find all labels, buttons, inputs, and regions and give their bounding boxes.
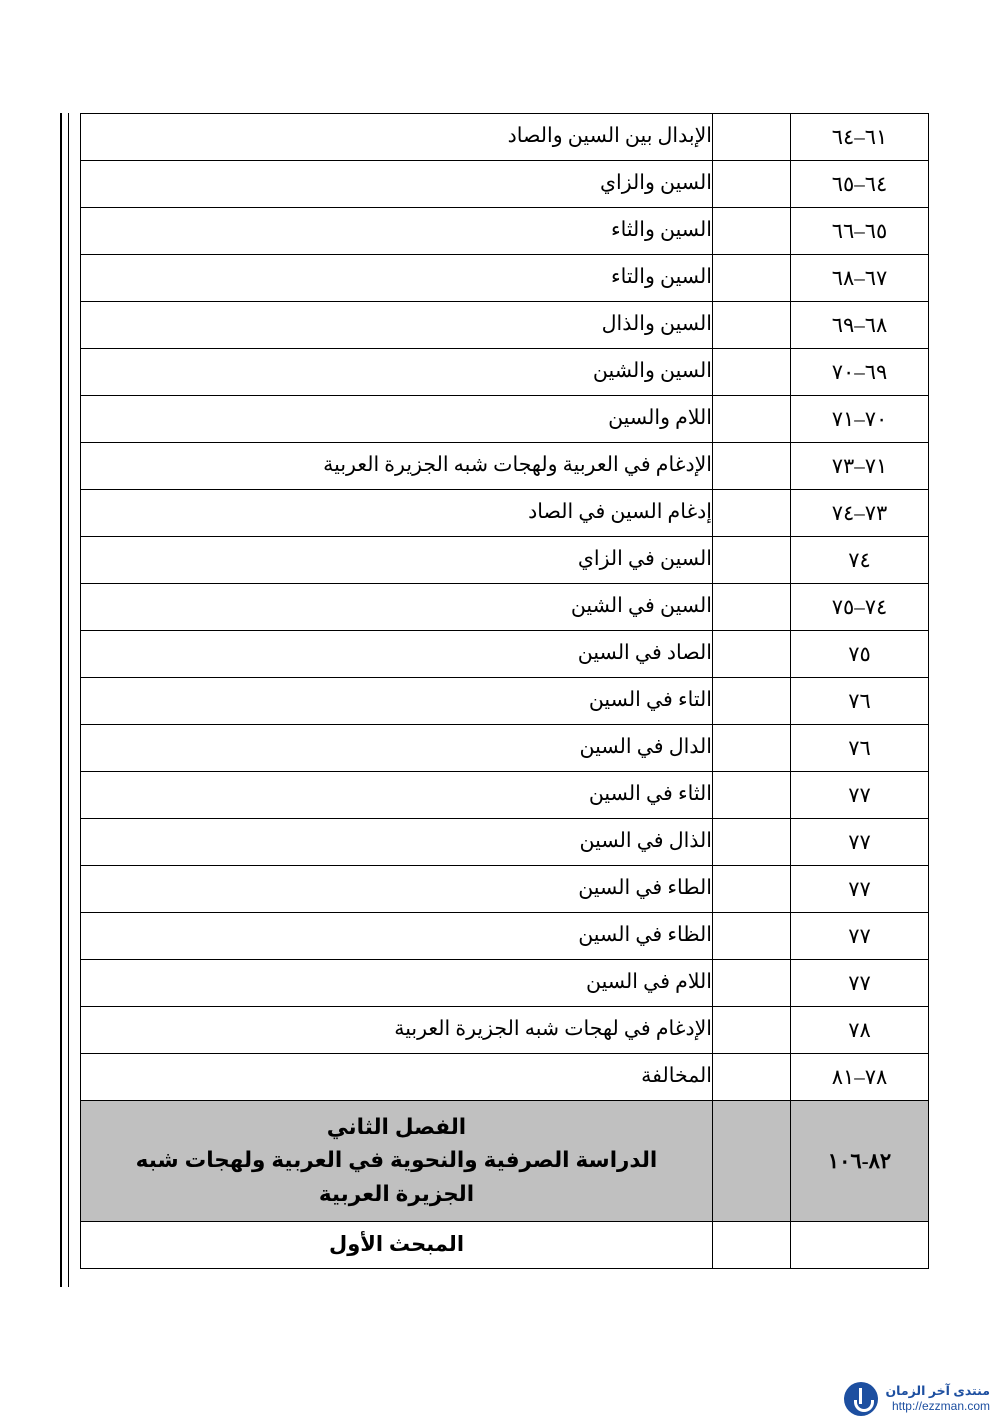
toc-entry-title: الظاء في السين	[81, 913, 713, 960]
toc-entry-title: الإبدال بين السين والصاد	[81, 114, 713, 161]
toc-entry-title: الذال في السين	[81, 819, 713, 866]
toc-entry-pages: ٧٣–٧٤	[791, 490, 929, 537]
toc-entry-spacer-cell	[713, 349, 791, 396]
table-row	[81, 396, 929, 443]
toc-entry-title: السين في الشين	[81, 584, 713, 631]
toc-entry-title: إدغام السين في الصاد	[81, 490, 713, 537]
toc-entry-pages: ٧٧	[791, 866, 929, 913]
table-row	[81, 866, 929, 913]
toc-entry-title: الإدغام في العربية ولهجات شبه الجزيرة العربية	[81, 443, 713, 490]
toc-entry-spacer-cell	[713, 396, 791, 443]
toc-entry-title: اللام والسين	[81, 396, 713, 443]
toc-entry-pages: ٧٦	[791, 725, 929, 772]
table-row	[81, 443, 929, 490]
toc-entry-title: السين والتاء	[81, 255, 713, 302]
toc-entry-title: الطاء في السين	[81, 866, 713, 913]
table-row	[81, 772, 929, 819]
toc-entry-title-line: الدراسة الصرفية والنحوية في العربية ولهجات شبه	[135, 1148, 658, 1173]
toc-entry-spacer-cell	[713, 443, 791, 490]
table-row	[81, 208, 929, 255]
toc-entry-title: السين والزاي	[81, 161, 713, 208]
toc-entry-title: الصاد في السين	[81, 631, 713, 678]
toc-entry-pages: ٦٩–٧٠	[791, 349, 929, 396]
toc-entry-spacer-cell	[713, 913, 791, 960]
anchor-icon	[844, 1382, 878, 1416]
table-row	[81, 725, 929, 772]
toc-entry-spacer-cell	[713, 490, 791, 537]
toc-entry-title-line: الجزيرة العربية	[318, 1181, 475, 1206]
table-row	[81, 349, 929, 396]
toc-entry-title: السين والثاء	[81, 208, 713, 255]
toc-entry-spacer-cell	[713, 584, 791, 631]
toc-entry-pages: ٧٥	[791, 631, 929, 678]
table-row	[81, 161, 929, 208]
toc-entry-spacer-cell	[713, 866, 791, 913]
toc-entry-pages	[791, 1221, 929, 1268]
toc-entry-pages: ٧٧	[791, 913, 929, 960]
toc-entry-spacer-cell	[713, 537, 791, 584]
page-edge-rule-inner	[68, 113, 69, 1287]
table-row	[81, 1101, 929, 1222]
page-edge-rule-outer	[60, 113, 62, 1287]
table-row	[81, 678, 929, 725]
forum-watermark	[844, 1382, 991, 1416]
toc-entry-spacer-cell	[713, 819, 791, 866]
toc-entry-pages: ٧٧	[791, 819, 929, 866]
toc-entry-spacer-cell	[713, 1007, 791, 1054]
toc-entry-title: الدال في السين	[81, 725, 713, 772]
table-row	[81, 1054, 929, 1101]
toc-entry-title: الإدغام في لهجات شبه الجزيرة العربية	[81, 1007, 713, 1054]
table-row	[81, 490, 929, 537]
toc-entry-spacer-cell	[713, 114, 791, 161]
table-row	[81, 302, 929, 349]
toc-entry-pages: ٦١–٦٤	[791, 114, 929, 161]
table-row	[81, 1007, 929, 1054]
table-row	[81, 114, 929, 161]
toc-entry-spacer-cell	[713, 631, 791, 678]
toc-entry-pages: ٨٢-١٠٦	[791, 1101, 929, 1222]
toc-entry-spacer-cell	[713, 1054, 791, 1101]
toc-entry-pages: ٧٧	[791, 960, 929, 1007]
toc-entry-title-line: الفصل الثاني	[326, 1115, 467, 1139]
toc-entry-spacer-cell	[713, 208, 791, 255]
toc-entry-pages: ٦٨–٦٩	[791, 302, 929, 349]
toc-entry-spacer-cell	[713, 302, 791, 349]
forum-name: منتدى آخر الزمان	[885, 1384, 990, 1399]
toc-entry-title: السين والذال	[81, 302, 713, 349]
table-row	[81, 584, 929, 631]
toc-entry-pages: ٧٨–٨١	[791, 1054, 929, 1101]
toc-entry-spacer-cell	[713, 1101, 791, 1222]
table-row	[81, 1221, 929, 1268]
toc-entry-pages: ٧٤	[791, 537, 929, 584]
toc-entry-title: اللام في السين	[81, 960, 713, 1007]
toc-entry-spacer-cell	[713, 678, 791, 725]
toc-entry-pages: ٧٧	[791, 772, 929, 819]
toc-entry-title: السين والشين	[81, 349, 713, 396]
toc-entry-spacer-cell	[713, 1221, 791, 1268]
toc-entry-spacer-cell	[713, 255, 791, 302]
toc-entry-spacer-cell	[713, 725, 791, 772]
toc-entry-pages: ٦٧–٦٨	[791, 255, 929, 302]
toc-entry-title	[81, 1101, 713, 1222]
toc-entry-pages: ٦٤–٦٥	[791, 161, 929, 208]
toc-entry-title: السين في الزاي	[81, 537, 713, 584]
table-row	[81, 631, 929, 678]
table-row	[81, 819, 929, 866]
toc-entry-pages: ٧٠–٧١	[791, 396, 929, 443]
toc-entry-pages: ٧٤–٧٥	[791, 584, 929, 631]
table-row	[81, 537, 929, 584]
toc-entry-title: التاء في السين	[81, 678, 713, 725]
toc-entry-spacer-cell	[713, 772, 791, 819]
table-row	[81, 255, 929, 302]
toc-entry-pages: ٦٥–٦٦	[791, 208, 929, 255]
toc-entry-pages: ٧١–٧٣	[791, 443, 929, 490]
table-row	[81, 960, 929, 1007]
toc-entry-title: المبحث الأول	[81, 1221, 713, 1268]
table-row	[81, 913, 929, 960]
toc-entry-title: الثاء في السين	[81, 772, 713, 819]
toc-entry-title: المخالفة	[81, 1054, 713, 1101]
table-of-contents-table	[80, 113, 929, 1269]
toc-entry-pages: ٧٨	[791, 1007, 929, 1054]
toc-entry-pages: ٧٦	[791, 678, 929, 725]
forum-url: http://ezzman.com	[891, 1399, 990, 1414]
toc-entry-spacer-cell	[713, 161, 791, 208]
toc-entry-spacer-cell	[713, 960, 791, 1007]
